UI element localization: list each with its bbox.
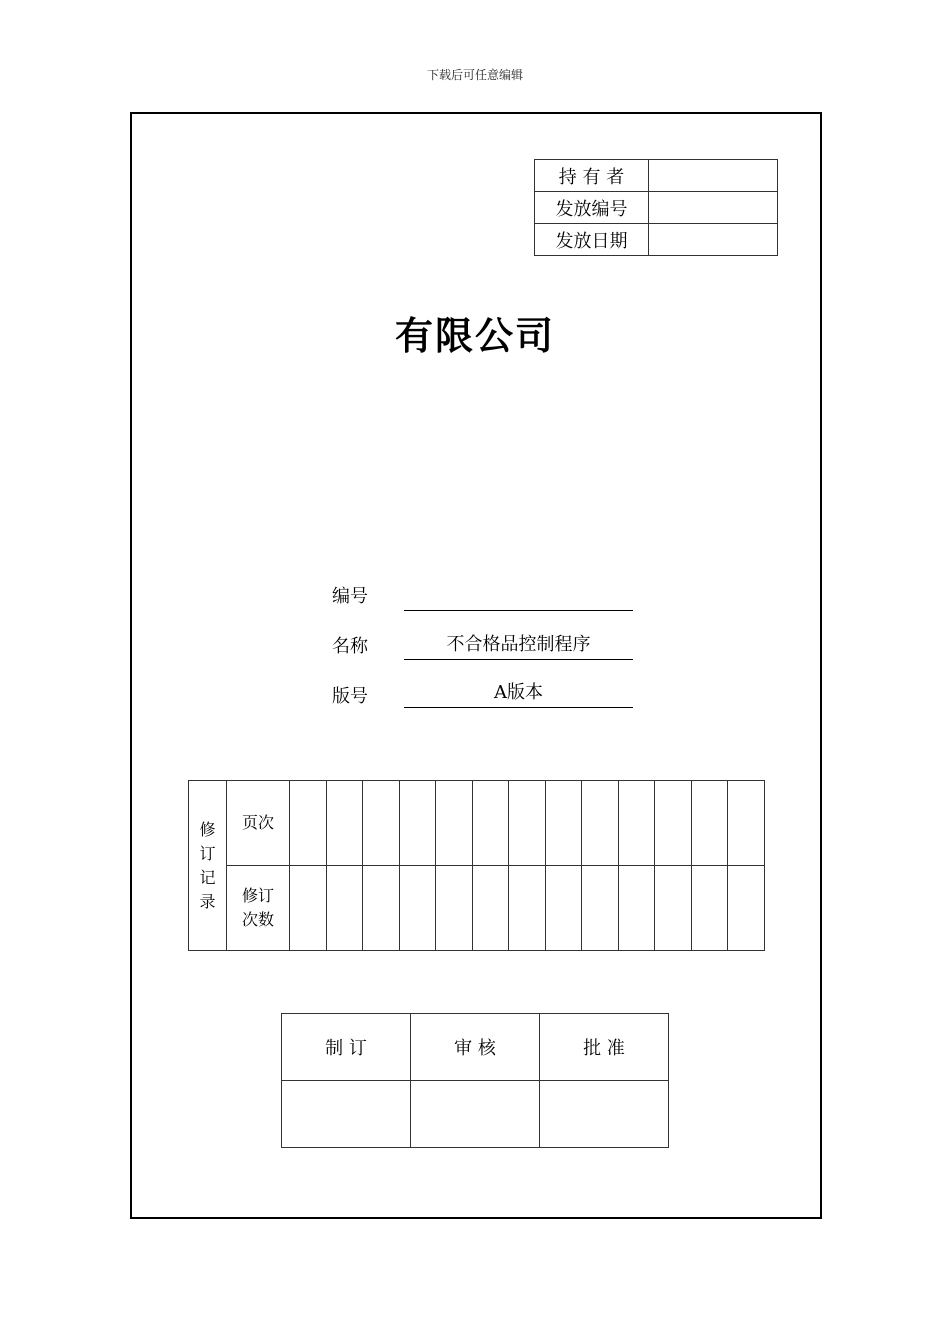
page-cell[interactable] (618, 781, 655, 866)
issue-number-row (535, 192, 778, 224)
page-cell[interactable] (655, 781, 692, 866)
revision-cell[interactable] (363, 866, 400, 951)
holder-row (535, 160, 778, 192)
prepared-by-header: 制 订 (282, 1014, 411, 1081)
revision-cell[interactable] (326, 866, 363, 951)
page-cell[interactable] (436, 781, 473, 866)
side-char: 记 (199, 867, 216, 887)
issue-date-label: 发放日期 (535, 224, 649, 256)
header-note: 下载后可任意编辑 (426, 68, 523, 82)
page-cell[interactable] (582, 781, 619, 866)
issue-number-value[interactable] (649, 192, 778, 224)
page-cell[interactable] (399, 781, 436, 866)
revision-cell[interactable] (472, 866, 509, 951)
revision-cell[interactable] (691, 866, 728, 951)
revision-count-label-line: 次数 (241, 910, 274, 929)
revision-cell[interactable] (509, 866, 546, 951)
revision-cell[interactable] (728, 866, 765, 951)
page-cell[interactable] (728, 781, 765, 866)
approval-signature-row (282, 1081, 669, 1148)
page-label: 页次 (227, 781, 290, 866)
issue-date-value[interactable] (649, 224, 778, 256)
revision-count-label (227, 866, 290, 951)
company-title: 有限公司 (394, 314, 555, 358)
revision-cell[interactable] (655, 866, 692, 951)
approved-by-header: 批 准 (540, 1014, 669, 1081)
revision-cell[interactable] (582, 866, 619, 951)
revision-count-label-line: 修订 (241, 886, 274, 905)
side-char: 录 (199, 891, 216, 911)
revision-cell[interactable] (618, 866, 655, 951)
issue-date-row (535, 224, 778, 256)
page-cell[interactable] (363, 781, 400, 866)
revision-record-label (189, 781, 227, 951)
prepared-by-signature[interactable] (282, 1081, 411, 1148)
side-char: 修 (199, 819, 216, 839)
revision-cell[interactable] (399, 866, 436, 951)
number-field[interactable] (404, 582, 633, 611)
page-cell[interactable] (509, 781, 546, 866)
revision-record-table (188, 780, 765, 951)
approval-header-row (282, 1014, 669, 1081)
issue-number-label: 发放编号 (535, 192, 649, 224)
number-label: 编号 (332, 586, 368, 607)
revision-count-row (189, 866, 765, 951)
approved-by-signature[interactable] (540, 1081, 669, 1148)
page-cell[interactable] (290, 781, 327, 866)
holder-label: 持 有 者 (535, 160, 649, 192)
name-label: 名称 (332, 636, 368, 657)
page-cell[interactable] (326, 781, 363, 866)
holder-value[interactable] (649, 160, 778, 192)
revision-cell[interactable] (545, 866, 582, 951)
page-cell[interactable] (545, 781, 582, 866)
name-field[interactable]: 不合格品控制程序 (404, 631, 633, 660)
side-char: 订 (199, 843, 216, 863)
approval-table (281, 1013, 669, 1148)
reviewed-by-header: 审 核 (411, 1014, 540, 1081)
holder-table (534, 159, 778, 256)
revision-cell[interactable] (436, 866, 473, 951)
reviewed-by-signature[interactable] (411, 1081, 540, 1148)
page-cell[interactable] (691, 781, 728, 866)
version-field[interactable]: A版本 (404, 679, 633, 708)
version-label: 版号 (332, 686, 368, 707)
page-row (189, 781, 765, 866)
revision-cell[interactable] (290, 866, 327, 951)
page-cell[interactable] (472, 781, 509, 866)
